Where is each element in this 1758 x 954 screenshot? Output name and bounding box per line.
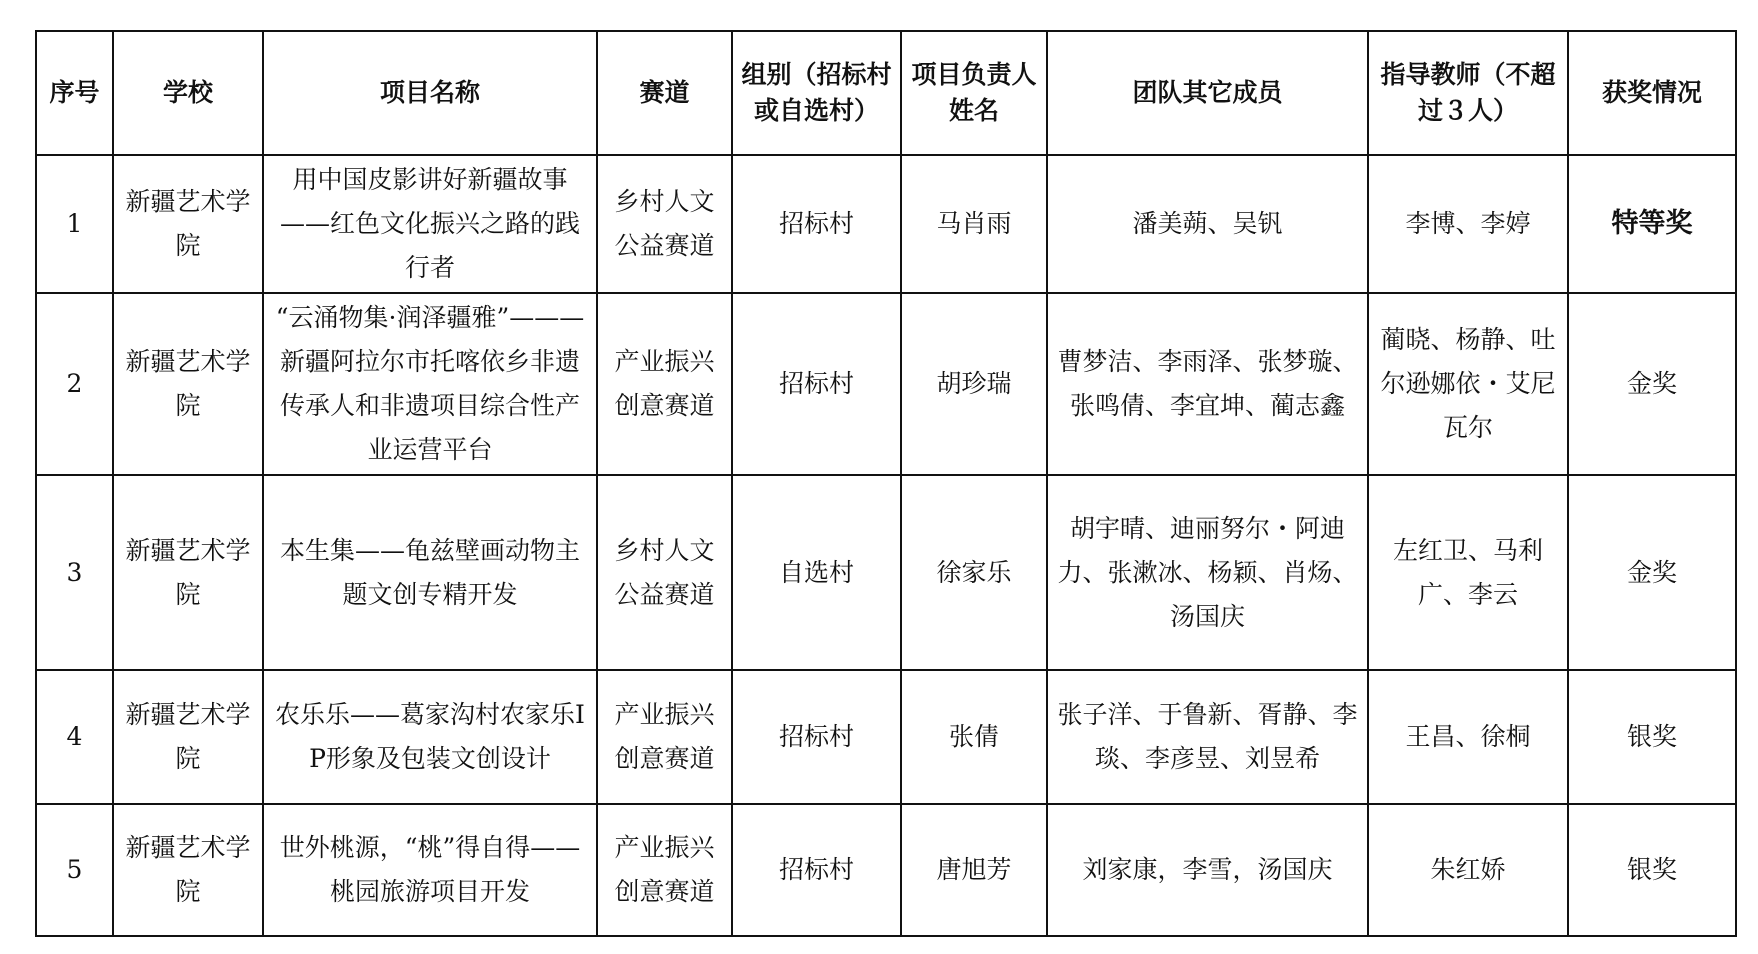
cell-award [1568,155,1736,293]
header-project: 项目名称 [263,31,597,155]
cell-school: 新疆艺术学院 [113,293,263,475]
cell-track: 乡村人文公益赛道 [597,475,732,670]
cell-advisors: 朱红娇 [1368,804,1568,936]
cell-project: 世外桃源，“桃”得自得——桃园旅游项目开发 [263,804,597,936]
header-index: 序号 [36,31,113,155]
cell-award: 银奖 [1568,670,1736,804]
cell-index: 4 [36,670,113,804]
cell-school: 新疆艺术学院 [113,475,263,670]
cell-award: 银奖 [1568,804,1736,936]
cell-index: 5 [36,804,113,936]
cell-award: 金奖 [1568,293,1736,475]
cell-index: 3 [36,475,113,670]
header-members: 团队其它成员 [1047,31,1368,155]
cell-group: 招标村 [732,804,901,936]
cell-index: 2 [36,293,113,475]
cell-index: 1 [36,155,113,293]
header-leader: 项目负责人姓名 [901,31,1047,155]
cell-leader: 马肖雨 [901,155,1047,293]
header-track: 赛道 [597,31,732,155]
cell-members: 刘家康，李雪，汤国庆 [1047,804,1368,936]
cell-members: 张子洋、于鲁新、胥静、李琰、李彦昱、刘昱希 [1047,670,1368,804]
cell-project: 本生集——龟兹壁画动物主题文创专精开发 [263,475,597,670]
cell-school: 新疆艺术学院 [113,670,263,804]
awards-table [35,30,1737,937]
cell-school: 新疆艺术学院 [113,804,263,936]
cell-project: 用中国皮影讲好新疆故事——红色文化振兴之路的践行者 [263,155,597,293]
cell-track: 乡村人文公益赛道 [597,155,732,293]
cell-leader: 唐旭芳 [901,804,1047,936]
award-badge: 特等奖 [1611,208,1693,239]
cell-leader: 张倩 [901,670,1047,804]
table-row [36,155,1736,293]
header-advisors: 指导教师（不超过３人） [1368,31,1568,155]
cell-advisors: 左红卫、马利广、李云 [1368,475,1568,670]
table-row [36,670,1736,804]
cell-advisors: 李博、李婷 [1368,155,1568,293]
header-group: 组别（招标村或自选村） [732,31,901,155]
cell-track: 产业振兴创意赛道 [597,804,732,936]
cell-members: 曹梦洁、李雨泽、张梦璇、张鸣倩、李宜坤、蔺志鑫 [1047,293,1368,475]
cell-leader: 胡珍瑞 [901,293,1047,475]
header-school: 学校 [113,31,263,155]
cell-members: 潘美蒴、吴钒 [1047,155,1368,293]
cell-group: 自选村 [732,475,901,670]
header-row [36,31,1736,155]
cell-leader: 徐家乐 [901,475,1047,670]
cell-group: 招标村 [732,670,901,804]
cell-project: 农乐乐——葛家沟村农家乐IP形象及包装文创设计 [263,670,597,804]
table-row [36,475,1736,670]
cell-members: 胡宇晴、迪丽努尔・阿迪力、张漱冰、杨颖、肖炀、汤国庆 [1047,475,1368,670]
cell-track: 产业振兴创意赛道 [597,670,732,804]
cell-group: 招标村 [732,155,901,293]
cell-school: 新疆艺术学院 [113,155,263,293]
cell-award: 金奖 [1568,475,1736,670]
cell-track: 产业振兴创意赛道 [597,293,732,475]
table-row [36,804,1736,936]
cell-advisors: 蔺晓、杨静、吐尔逊娜依・艾尼瓦尔 [1368,293,1568,475]
cell-project: “云涌物集·润泽疆雅”———新疆阿拉尔市托喀依乡非遗传承人和非遗项目综合性产业运营平台 [263,293,597,475]
cell-advisors: 王昌、徐桐 [1368,670,1568,804]
cell-group: 招标村 [732,293,901,475]
table-row [36,293,1736,475]
header-award: 获奖情况 [1568,31,1736,155]
